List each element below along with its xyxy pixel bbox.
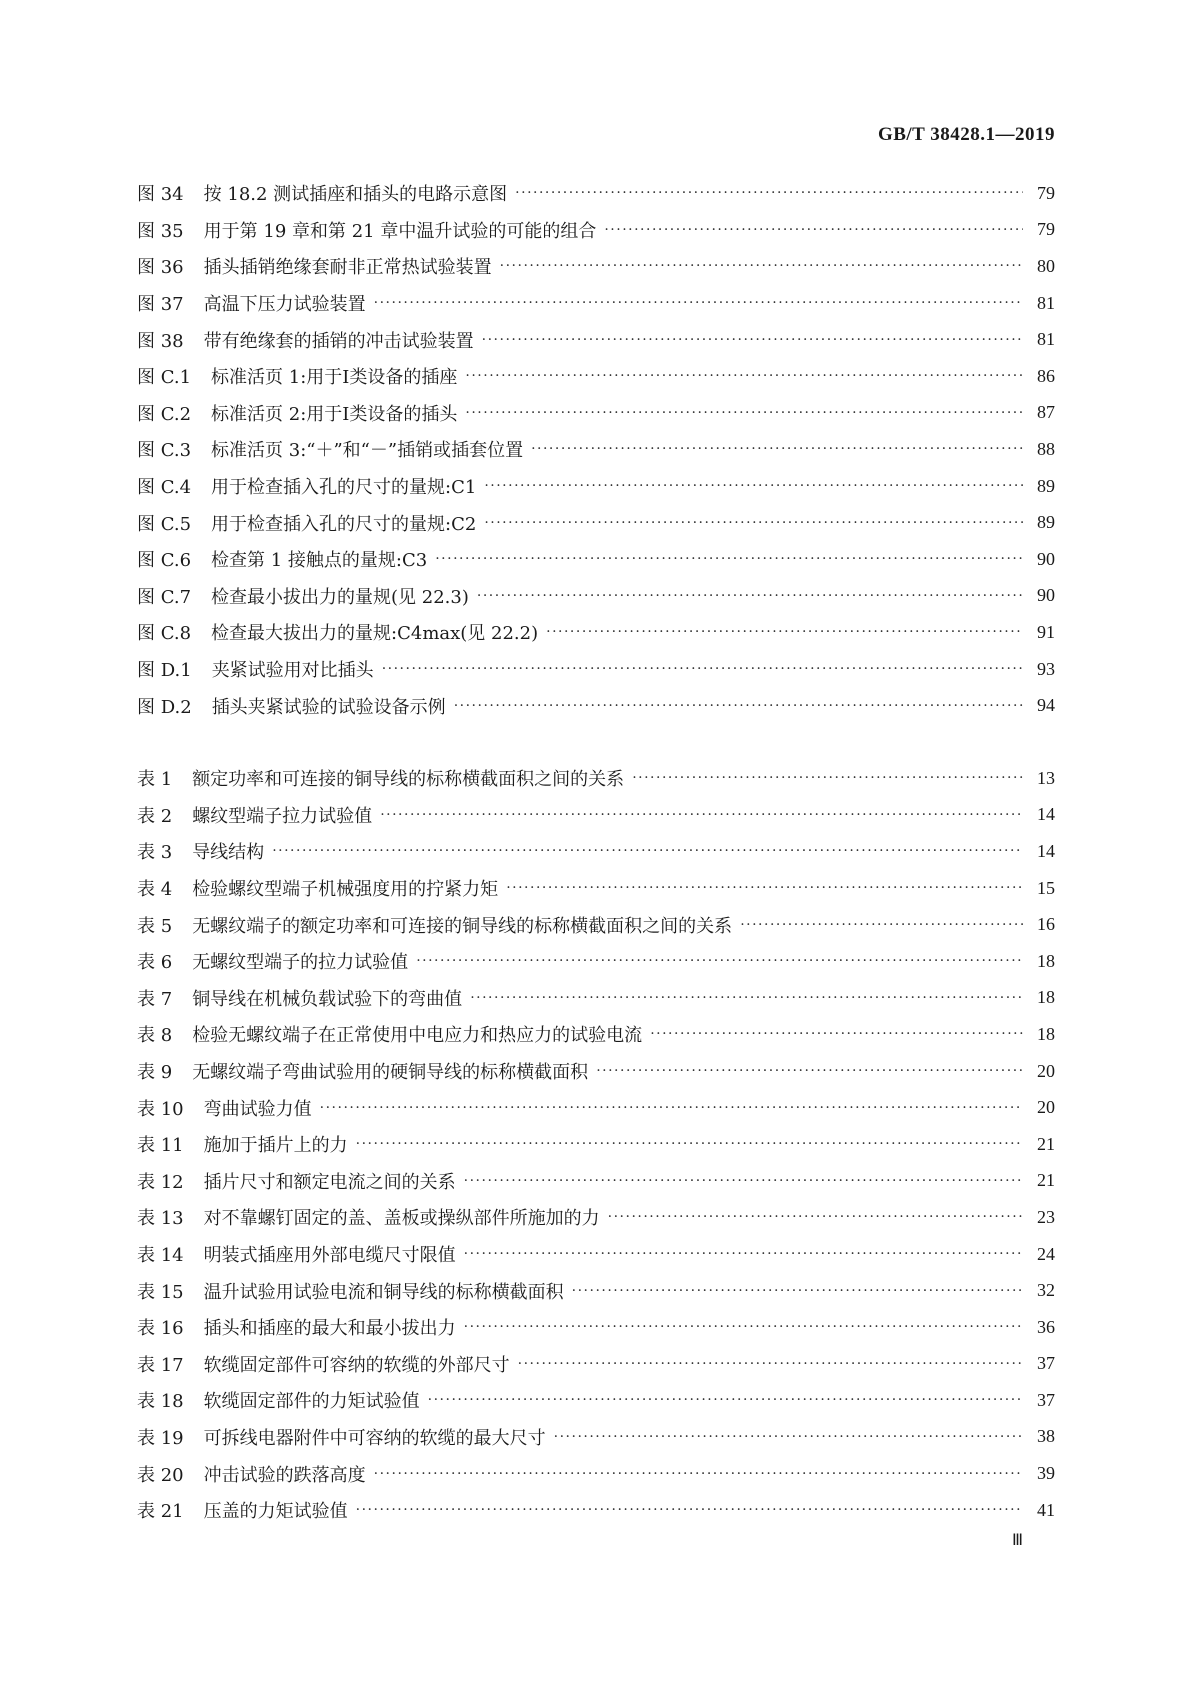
table-title: 弯曲试验力值 xyxy=(203,1098,312,1120)
table-title: 插头和插座的最大和最小拔出力 xyxy=(203,1318,456,1340)
table-entry[interactable] xyxy=(137,1236,1055,1273)
dot-leader xyxy=(554,1429,1023,1445)
dot-leader xyxy=(464,1173,1023,1189)
table-page-number: 41 xyxy=(1037,1499,1055,1520)
dot-leader xyxy=(740,917,1023,933)
dot-leader xyxy=(506,880,1023,896)
table-label: 表 17 xyxy=(137,1354,184,1376)
table-label: 表 14 xyxy=(137,1245,184,1267)
dot-leader xyxy=(515,185,1023,201)
figure-label: 图 D.2 xyxy=(137,696,192,718)
figure-label: 图 C.1 xyxy=(137,367,192,389)
dot-leader xyxy=(320,1100,1023,1116)
figure-title: 高温下压力试验装置 xyxy=(203,294,366,316)
table-page-number: 20 xyxy=(1037,1060,1055,1081)
figure-label: 图 38 xyxy=(137,330,184,352)
figure-page-number: 89 xyxy=(1037,512,1055,533)
dot-leader xyxy=(608,1209,1023,1225)
table-entry[interactable] xyxy=(137,980,1055,1017)
figure-entry[interactable] xyxy=(137,687,1055,724)
figure-title: 用于检查插入孔的尺寸的量规:C1 xyxy=(211,477,477,499)
table-page-number: 23 xyxy=(1037,1206,1055,1227)
table-label: 表 18 xyxy=(137,1391,184,1413)
table-page-number: 37 xyxy=(1037,1389,1055,1410)
table-page-number: 16 xyxy=(1037,914,1055,935)
table-entry[interactable] xyxy=(137,1309,1055,1346)
figure-title: 按 18.2 测试插座和插头的电路示意图 xyxy=(203,184,508,206)
table-title: 铜导线在机械负载试验下的弯曲值 xyxy=(192,988,463,1010)
table-label: 表 20 xyxy=(137,1464,184,1486)
dot-leader xyxy=(465,368,1023,384)
figure-entry[interactable] xyxy=(137,358,1055,395)
figure-entry[interactable] xyxy=(137,285,1055,322)
figure-page-number: 89 xyxy=(1037,475,1055,496)
table-page-number: 20 xyxy=(1037,1097,1055,1118)
dot-leader xyxy=(477,588,1023,604)
figure-entry[interactable] xyxy=(137,395,1055,432)
figure-page-number: 80 xyxy=(1037,255,1055,276)
figure-label: 图 D.1 xyxy=(137,660,192,682)
table-label: 表 7 xyxy=(137,988,173,1010)
figure-page-number: 86 xyxy=(1037,365,1055,386)
table-label: 表 11 xyxy=(137,1135,184,1157)
figure-page-number: 90 xyxy=(1037,585,1055,606)
dot-leader xyxy=(416,953,1023,969)
figure-title: 插头夹紧试验的试验设备示例 xyxy=(211,696,446,718)
table-label: 表 4 xyxy=(137,879,173,901)
table-page-number: 39 xyxy=(1037,1463,1055,1484)
figure-title: 检查第 1 接触点的量规:C3 xyxy=(211,550,428,572)
table-page-number: 13 xyxy=(1037,767,1055,788)
table-title: 压盖的力矩试验值 xyxy=(203,1501,348,1523)
table-title: 无螺纹端子的额定功率和可连接的铜导线的标称横截面积之间的关系 xyxy=(192,915,733,937)
table-page-number: 14 xyxy=(1037,840,1055,861)
figure-entry[interactable] xyxy=(137,212,1055,249)
table-entry[interactable] xyxy=(137,797,1055,834)
dot-leader xyxy=(470,990,1023,1006)
figure-label: 图 C.8 xyxy=(137,623,192,645)
figure-title: 标准活页 3:“＋”和“－”插销或插套位置 xyxy=(211,440,524,462)
table-entry[interactable] xyxy=(137,1419,1055,1456)
figure-entry[interactable] xyxy=(137,321,1055,358)
dot-leader xyxy=(356,1502,1023,1518)
table-title: 温升试验用试验电流和铜导线的标称横截面积 xyxy=(203,1281,564,1303)
table-label: 表 5 xyxy=(137,915,173,937)
dot-leader xyxy=(500,258,1023,274)
table-title: 插片尺寸和额定电流之间的关系 xyxy=(203,1171,456,1193)
table-label: 表 2 xyxy=(137,805,173,827)
standard-number: GB/T 38428.1—2019 xyxy=(877,124,1055,145)
figure-title: 标准活页 2:用于Ⅰ类设备的插头 xyxy=(211,403,458,425)
table-entry[interactable] xyxy=(137,1126,1055,1163)
table-title: 软缆固定部件可容纳的软缆的外部尺寸 xyxy=(203,1354,510,1376)
figure-title: 夹紧试验用对比插头 xyxy=(211,660,374,682)
dot-leader xyxy=(464,1319,1023,1335)
dot-leader xyxy=(356,1136,1023,1152)
dot-leader xyxy=(374,1466,1023,1482)
figure-list xyxy=(137,175,1055,724)
figure-label: 图 35 xyxy=(137,220,184,242)
figure-page-number: 81 xyxy=(1037,329,1055,350)
figure-title: 插头插销绝缘套耐非正常热试验装置 xyxy=(203,257,492,279)
table-title: 导线结构 xyxy=(192,842,265,864)
table-entry[interactable] xyxy=(137,1053,1055,1090)
table-label: 表 3 xyxy=(137,842,173,864)
figure-entry[interactable] xyxy=(137,175,1055,212)
table-title: 无螺纹端子弯曲试验用的硬铜导线的标称横截面积 xyxy=(192,1062,589,1084)
figure-label: 图 C.6 xyxy=(137,550,192,572)
table-entry[interactable] xyxy=(137,1492,1055,1529)
dot-leader xyxy=(546,624,1023,640)
table-label: 表 9 xyxy=(137,1062,173,1084)
table-entry[interactable] xyxy=(137,943,1055,980)
table-title: 额定功率和可连接的铜导线的标称横截面积之间的关系 xyxy=(192,769,625,791)
table-title: 软缆固定部件的力矩试验值 xyxy=(203,1391,420,1413)
dot-leader xyxy=(428,1392,1023,1408)
figure-label: 图 34 xyxy=(137,184,184,206)
table-entry[interactable] xyxy=(137,1272,1055,1309)
table-list xyxy=(137,760,1055,1528)
figure-entry[interactable] xyxy=(137,614,1055,651)
dot-leader xyxy=(272,843,1023,859)
figure-title: 带有绝缘套的插销的冲击试验装置 xyxy=(203,330,474,352)
figure-entry[interactable] xyxy=(137,431,1055,468)
table-entry[interactable] xyxy=(137,1089,1055,1126)
figure-entry[interactable] xyxy=(137,248,1055,285)
figure-label: 图 C.2 xyxy=(137,403,192,425)
table-page-number: 21 xyxy=(1037,1170,1055,1191)
figure-page-number: 79 xyxy=(1037,219,1055,240)
table-entry[interactable] xyxy=(137,906,1055,943)
dot-leader xyxy=(464,1246,1023,1262)
dot-leader xyxy=(380,807,1023,823)
table-page-number: 18 xyxy=(1037,987,1055,1008)
table-label: 表 12 xyxy=(137,1171,184,1193)
table-label: 表 21 xyxy=(137,1501,184,1523)
figure-page-number: 93 xyxy=(1037,658,1055,679)
page-number: Ⅲ xyxy=(1011,1532,1023,1549)
table-title: 明装式插座用外部电缆尺寸限值 xyxy=(203,1245,456,1267)
dot-leader xyxy=(632,770,1023,786)
table-label: 表 19 xyxy=(137,1427,184,1449)
dot-leader xyxy=(465,405,1023,421)
table-page-number: 18 xyxy=(1037,950,1055,971)
table-entry[interactable] xyxy=(137,870,1055,907)
table-title: 冲击试验的跌落高度 xyxy=(203,1464,366,1486)
figure-title: 检查最小拔出力的量规(见 22.3) xyxy=(211,586,469,608)
figure-page-number: 91 xyxy=(1037,621,1055,642)
figure-page-number: 87 xyxy=(1037,402,1055,423)
figure-title: 用于检查插入孔的尺寸的量规:C2 xyxy=(211,513,477,535)
figure-label: 图 37 xyxy=(137,294,184,316)
table-entry[interactable] xyxy=(137,1163,1055,1200)
dot-leader xyxy=(604,222,1023,238)
table-page-number: 15 xyxy=(1037,877,1055,898)
table-entry[interactable] xyxy=(137,1346,1055,1383)
table-entry[interactable] xyxy=(137,1455,1055,1492)
table-entry[interactable] xyxy=(137,1382,1055,1419)
figure-page-number: 90 xyxy=(1037,548,1055,569)
dot-leader xyxy=(596,1063,1023,1079)
figure-page-number: 94 xyxy=(1037,695,1055,716)
figure-entry[interactable] xyxy=(137,468,1055,505)
dot-leader xyxy=(382,661,1023,677)
dot-leader xyxy=(531,441,1023,457)
table-label: 表 15 xyxy=(137,1281,184,1303)
table-page-number: 24 xyxy=(1037,1243,1055,1264)
figure-entry[interactable] xyxy=(137,578,1055,615)
table-page-number: 38 xyxy=(1037,1426,1055,1447)
table-title: 检验无螺纹端子在正常使用中电应力和热应力的试验电流 xyxy=(192,1025,643,1047)
dot-leader xyxy=(482,332,1023,348)
table-title: 检验螺纹型端子机械强度用的拧紧力矩 xyxy=(192,879,499,901)
figure-label: 图 C.5 xyxy=(137,513,192,535)
figure-title: 用于第 19 章和第 21 章中温升试验的可能的组合 xyxy=(203,220,597,242)
figure-page-number: 81 xyxy=(1037,292,1055,313)
table-page-number: 36 xyxy=(1037,1316,1055,1337)
dot-leader xyxy=(518,1356,1023,1372)
table-page-number: 18 xyxy=(1037,1023,1055,1044)
dot-leader xyxy=(572,1283,1023,1299)
figure-page-number: 88 xyxy=(1037,438,1055,459)
table-page-number: 21 xyxy=(1037,1133,1055,1154)
figure-title: 检查最大拔出力的量规:C4max(见 22.2) xyxy=(211,623,539,645)
table-entry[interactable] xyxy=(137,760,1055,797)
table-title: 无螺纹型端子的拉力试验值 xyxy=(192,952,409,974)
figure-page-number: 79 xyxy=(1037,182,1055,203)
table-page-number: 32 xyxy=(1037,1280,1055,1301)
figure-label: 图 C.4 xyxy=(137,477,192,499)
figure-label: 图 C.3 xyxy=(137,440,192,462)
table-page-number: 14 xyxy=(1037,804,1055,825)
table-title: 可拆线电器附件中可容纳的软缆的最大尺寸 xyxy=(203,1427,546,1449)
table-entry[interactable] xyxy=(137,833,1055,870)
table-page-number: 37 xyxy=(1037,1353,1055,1374)
table-title: 施加于插片上的力 xyxy=(203,1135,348,1157)
table-title: 螺纹型端子拉力试验值 xyxy=(192,805,373,827)
table-label: 表 8 xyxy=(137,1025,173,1047)
table-entry[interactable] xyxy=(137,1016,1055,1053)
table-label: 表 16 xyxy=(137,1318,184,1340)
figure-entry[interactable] xyxy=(137,504,1055,541)
table-label: 表 13 xyxy=(137,1208,184,1230)
table-label: 表 1 xyxy=(137,769,173,791)
figure-title: 标准活页 1:用于Ⅰ类设备的插座 xyxy=(211,367,458,389)
dot-leader xyxy=(650,1026,1023,1042)
table-title: 对不靠螺钉固定的盖、盖板或操纵部件所施加的力 xyxy=(203,1208,600,1230)
dot-leader xyxy=(484,515,1023,531)
figure-entry[interactable] xyxy=(137,651,1055,688)
dot-leader xyxy=(374,295,1023,311)
figure-entry[interactable] xyxy=(137,541,1055,578)
figure-label: 图 C.7 xyxy=(137,586,192,608)
table-entry[interactable] xyxy=(137,1199,1055,1236)
dot-leader xyxy=(484,478,1023,494)
figure-label: 图 36 xyxy=(137,257,184,279)
table-label: 表 6 xyxy=(137,952,173,974)
dot-leader xyxy=(435,551,1023,567)
table-label: 表 10 xyxy=(137,1098,184,1120)
dot-leader xyxy=(454,698,1023,714)
